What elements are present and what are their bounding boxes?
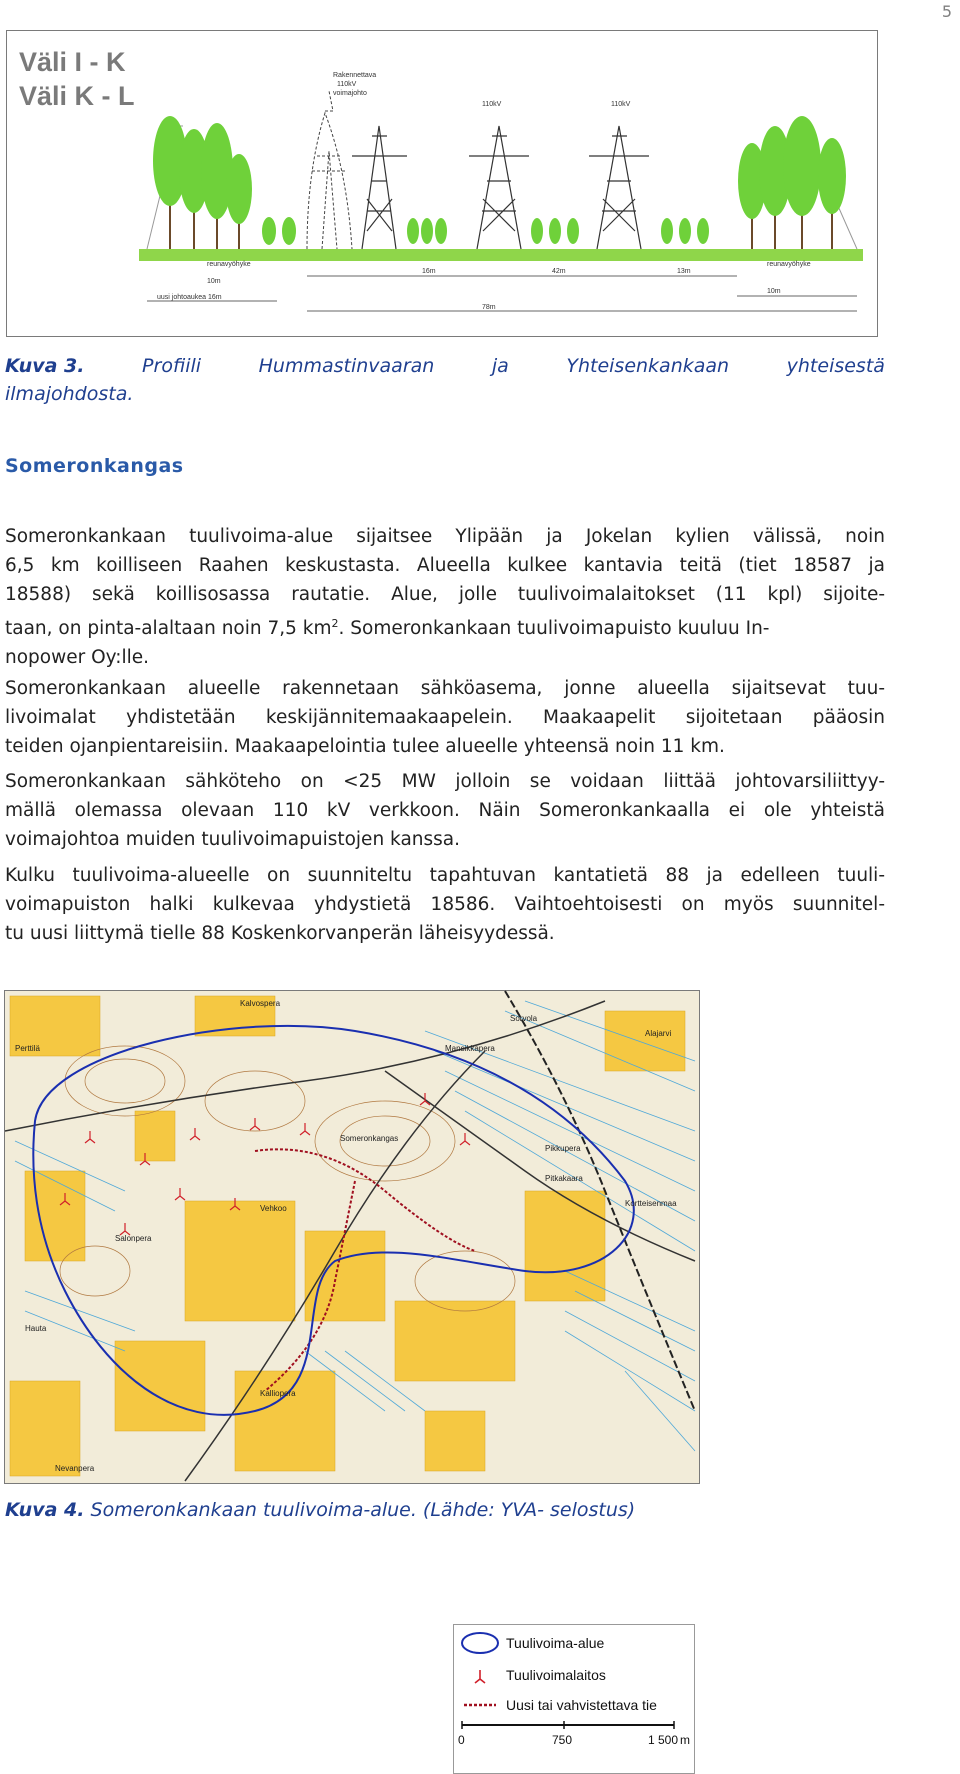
figure-4-text: Someronkankaan tuulivoima-alue. (Lähde: YVA- selostus): [90, 1499, 636, 1521]
figure-4-caption: [5, 1496, 635, 1524]
paragraph-line: 18588) sekä koillisosassa rautatie. Alue, jolle tuulivoimalaitokset (11 kpl) sijoite-: [5, 584, 885, 605]
paragraph-2: [5, 674, 885, 761]
area-text: taan, on pinta-alaltaan noin 7,5 km: [5, 618, 332, 640]
turbine-symbol-icon: [475, 1670, 485, 1683]
legend-road-label: Uusi tai vahvistettava tie: [506, 1697, 657, 1713]
place-name: Alajarvi: [645, 1029, 672, 1038]
place-name: Vehkoo: [260, 1204, 287, 1213]
paragraph-line: mällä olemassa olevaan 110 kV verkkoon. Näin Someronkankaalla ei ole yhteistä: [5, 800, 885, 821]
middle-tree-group: [407, 218, 709, 244]
map-drawing: [5, 991, 699, 1483]
place-name: Pitkakaara: [545, 1174, 583, 1183]
scale-unit: m: [680, 1733, 690, 1747]
profile-title-2: Väli K - L: [19, 81, 135, 111]
dim-13m: 13m: [677, 268, 691, 275]
figure-3-label: Kuva 3.: [5, 355, 85, 377]
caption-word: ja: [491, 355, 509, 377]
paragraph-line: 6,5 km koilliseen Raahen keskustasta. Alueella kulkee kantavia teitä (tiet 18587 ja: [5, 555, 885, 576]
left-edge-zone: reunavyöhyke: [207, 261, 251, 268]
dimension-lines: [147, 276, 857, 311]
planned-line-label: Rakennettava: [333, 72, 377, 79]
powerline-profile-figure: [6, 30, 878, 337]
section-heading: Someronkangas: [5, 455, 184, 477]
area-symbol-icon: [462, 1633, 498, 1653]
field-areas: [10, 996, 685, 1476]
dim-78m: 78m: [482, 304, 496, 311]
right-edge-zone: reunavyöhyke: [767, 261, 811, 268]
paragraph-line: Someronkankaan alueelle rakennetaan sähköasema, jonne alueella sijaitsevat tuu-: [5, 678, 885, 699]
tower-2-voltage: 110kV: [482, 101, 502, 108]
svg-text:110kV: 110kV: [337, 81, 357, 88]
place-name: Someronkangas: [340, 1134, 399, 1143]
tower-1: [352, 126, 407, 249]
paragraph-line: livoimalat yhdistetään keskijännitemaakaapelein. Maakaapelit sijoitetaan pääosin: [5, 707, 885, 728]
caption-word: Profiili: [142, 355, 202, 377]
map-legend: [453, 1624, 695, 1774]
profile-title-1: Väli I - K: [19, 47, 126, 77]
place-name: Kalvospera: [240, 999, 281, 1008]
tower-3-voltage: 110kV: [611, 101, 631, 108]
area-tail-text: . Someronkankaan tuulivoimapuisto kuuluu In-: [338, 618, 770, 640]
page-number: 5: [941, 2, 952, 21]
place-name: Sorvola: [510, 1014, 538, 1023]
paragraph-3: [5, 767, 885, 854]
superscript: 2: [331, 617, 339, 630]
place-name: Mansikkapera: [445, 1044, 495, 1053]
svg-text:voimajohto: voimajohto: [333, 90, 367, 97]
dim-10m-right: 10m: [767, 288, 781, 295]
tower-3: [589, 126, 649, 249]
paragraph-line: Kulku tuulivoima-alueelle on suunniteltu tapahtuvan kantatietä 88 ja edelleen tuuli-: [5, 865, 885, 886]
caption-word: yhteisestä: [786, 355, 885, 377]
caption-line-2: ilmajohdosta.: [5, 383, 134, 405]
profile-drawing: [7, 31, 877, 336]
paragraph-line: Someronkankaan tuulivoima-alue sijaitsee Ylipään ja Jokelan kylien välissä, noin: [5, 526, 885, 547]
right-tree-group: [738, 116, 846, 249]
place-name: Nevanpera: [55, 1464, 95, 1473]
dim-10m-left: 10m: [207, 278, 221, 285]
dim-42m: 42m: [552, 268, 566, 275]
paragraph-1: [5, 522, 885, 672]
caption-word: Hummastinvaaran: [258, 355, 435, 377]
paragraph-line: voimapuiston halki kulkevaa yhdystietä 18586. Vaihtoehtoisesti on myös suunnitel-: [5, 894, 885, 915]
planned-tower: [307, 91, 352, 249]
paragraph-line: voimajohtoa muiden tuulivoimapuistojen kanssa.: [5, 829, 460, 850]
left-note: uusi johtoaukea 16m: [157, 294, 222, 301]
place-name: Pikkupera: [545, 1144, 581, 1153]
left-tree-group: [153, 116, 296, 249]
tower-2: [469, 126, 529, 249]
paragraph-4: [5, 861, 885, 948]
scale-zero: 0: [458, 1733, 465, 1747]
dim-16m: 16m: [422, 268, 436, 275]
paragraph-line: teiden ojanpientareisiin. Maakaapelointia tulee alueelle yhteensä noin 11 km.: [5, 736, 725, 757]
paragraph-line-with-superscript: [5, 609, 885, 643]
scale-mid: 750: [552, 1733, 573, 1747]
legend-turbine-label: Tuulivoimalaitos: [506, 1667, 606, 1683]
paragraph-line: tu uusi liittymä tielle 88 Koskenkorvanperän läheisyydessä.: [5, 923, 555, 944]
scale-max: 1 500: [648, 1733, 679, 1747]
place-name: Kalliopera: [260, 1389, 296, 1398]
place-name: Hauta: [25, 1324, 47, 1333]
paragraph-line: Someronkankaan sähköteho on <25 MW jolloin se voidaan liittää johtovarsiliittyy-: [5, 771, 885, 792]
place-name: Salonpera: [115, 1234, 152, 1243]
ground-strip: [139, 249, 863, 261]
paragraph-line: nopower Oy:lle.: [5, 647, 150, 669]
legend-area-label: Tuulivoima-alue: [506, 1635, 605, 1651]
figure-4-label: Kuva 4.: [5, 1499, 85, 1521]
figure-3-caption: [5, 352, 885, 408]
caption-word: Yhteisenkankaan: [566, 355, 730, 377]
place-name: Kortteisenmaa: [625, 1199, 677, 1208]
place-name: Perttilä: [15, 1044, 40, 1053]
